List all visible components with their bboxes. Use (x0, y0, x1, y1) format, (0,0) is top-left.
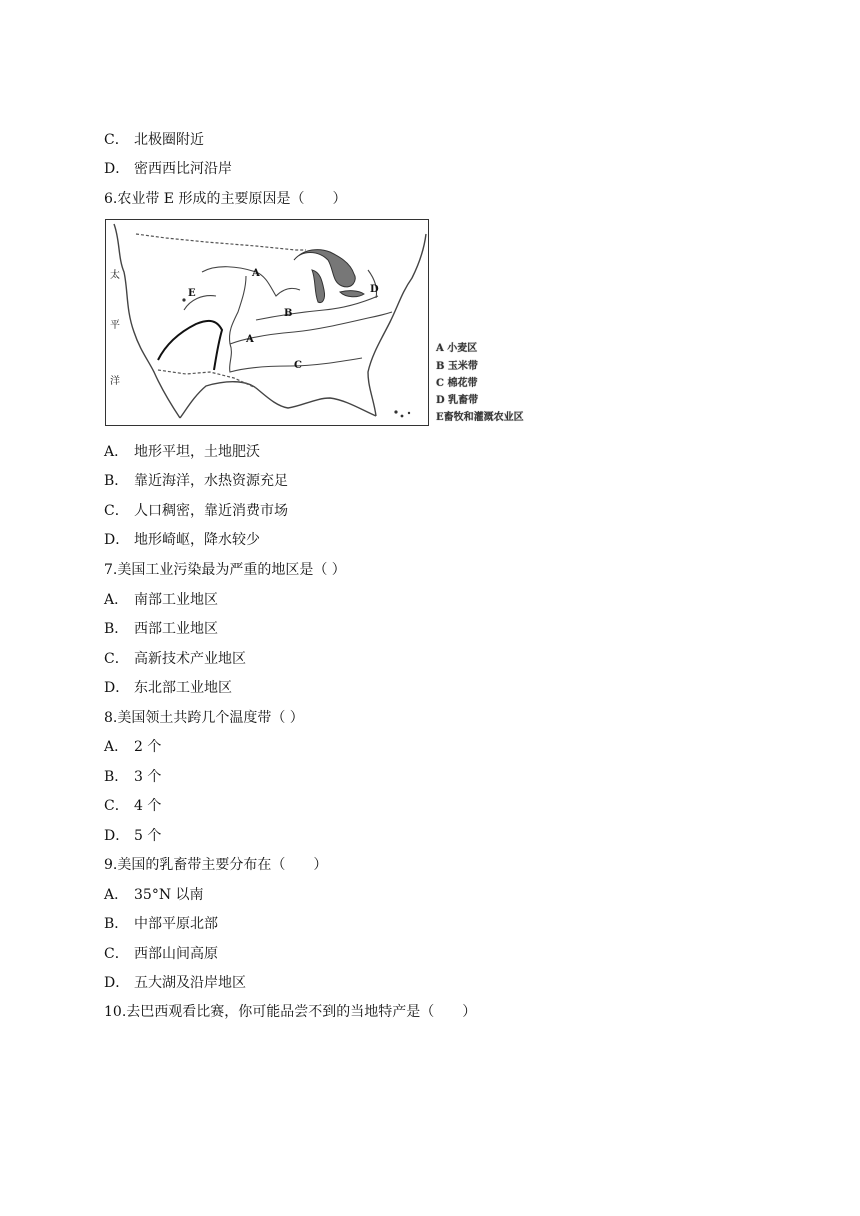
map-label-a-north: A (252, 268, 260, 279)
q7-option-c (104, 650, 246, 668)
ocean-label-char: 平 (110, 320, 120, 331)
legend-item-b: B 玉米带 (436, 361, 478, 372)
legend-item-d: D 乳畜带 (436, 395, 479, 406)
option-letter: D． (104, 532, 130, 548)
q9-option-b (104, 915, 218, 933)
q6-option-c (104, 502, 288, 520)
option-text: 东北部工业地区 (134, 680, 232, 696)
option-letter: B． (104, 769, 129, 785)
question-8-stem: 8.美国领土共跨几个温度带（ ） (104, 710, 304, 726)
map-label-b: B (284, 308, 293, 319)
map-label-c: C (294, 360, 302, 371)
question-9-stem: 9.美国的乳畜带主要分布在（ ） (104, 857, 328, 873)
option-letter: D． (104, 680, 130, 696)
option-text: 西部山间高原 (134, 946, 218, 962)
option-text: 5 个 (134, 828, 162, 844)
option-text: 高新技术产业地区 (134, 651, 246, 667)
option-text: 五大湖及沿岸地区 (134, 975, 246, 991)
q6-option-a (104, 443, 260, 461)
q8-option-d (104, 827, 161, 845)
q9-option-d (104, 974, 246, 992)
option-letter: C． (104, 651, 129, 667)
option-letter: A． (104, 592, 129, 608)
q7-option-a (104, 591, 218, 609)
q7-option-b (104, 620, 218, 638)
option-letter: B． (104, 473, 129, 489)
option-letter: A． (104, 444, 129, 460)
q8-option-a (104, 738, 161, 756)
option-letter: D． (104, 828, 130, 844)
q9-option-a (104, 886, 204, 904)
question-7-stem: 7.美国工业污染最为严重的地区是（ ） (104, 562, 346, 578)
option-letter: C． (104, 503, 129, 519)
option-letter: B． (104, 916, 129, 932)
map-drawing (106, 220, 428, 424)
question-10-stem: 10.去巴西观看比赛，你可能品尝不到的当地特产是（ ） (104, 1004, 477, 1020)
option-letter: A． (104, 887, 129, 903)
option-text: 西部工业地区 (134, 621, 218, 637)
option-text: 北极圈附近 (134, 132, 204, 148)
map-label-a-south: A (246, 334, 254, 345)
q7-option-d (104, 679, 232, 697)
q6-option-b (104, 472, 288, 490)
legend-item-e: E畜牧和灌溉农业区 (436, 412, 524, 423)
option-letter: C． (104, 132, 129, 148)
option-letter: B． (104, 621, 129, 637)
q6-option-d (104, 531, 260, 549)
us-agriculture-map (105, 219, 429, 426)
option-text: 南部工业地区 (134, 592, 218, 608)
option-letter: A． (104, 739, 129, 755)
option-letter: D． (104, 161, 130, 177)
option-text: 中部平原北部 (134, 916, 218, 932)
option-text: 人口稠密，靠近消费市场 (134, 503, 288, 519)
option-letter: C． (104, 946, 129, 962)
option-letter: C． (104, 798, 129, 814)
option-letter: D． (104, 975, 130, 991)
option-text: 地形平坦，土地肥沃 (134, 444, 260, 460)
option-text: 3 个 (134, 769, 162, 785)
q8-option-c (104, 797, 161, 815)
q8-option-b (104, 768, 161, 786)
q5-option-d (104, 160, 232, 178)
question-6-stem: 6.农业带 E 形成的主要原因是（ ） (104, 191, 347, 207)
option-text: 地形崎岖，降水较少 (134, 532, 260, 548)
option-text: 35°N 以南 (134, 887, 204, 903)
ocean-label-char: 太 (110, 270, 120, 281)
q5-option-c (104, 131, 204, 149)
ocean-label-char: 洋 (110, 376, 120, 387)
q9-option-c (104, 945, 218, 963)
option-text: 2 个 (134, 739, 162, 755)
map-label-d: D (370, 284, 379, 295)
option-text: 4 个 (134, 798, 162, 814)
legend-item-c: C 棉花带 (436, 378, 478, 389)
map-label-e: E (188, 288, 196, 299)
legend-item-a: A 小麦区 (436, 343, 478, 354)
option-text: 靠近海洋，水热资源充足 (134, 473, 288, 489)
option-text: 密西西比河沿岸 (134, 161, 232, 177)
